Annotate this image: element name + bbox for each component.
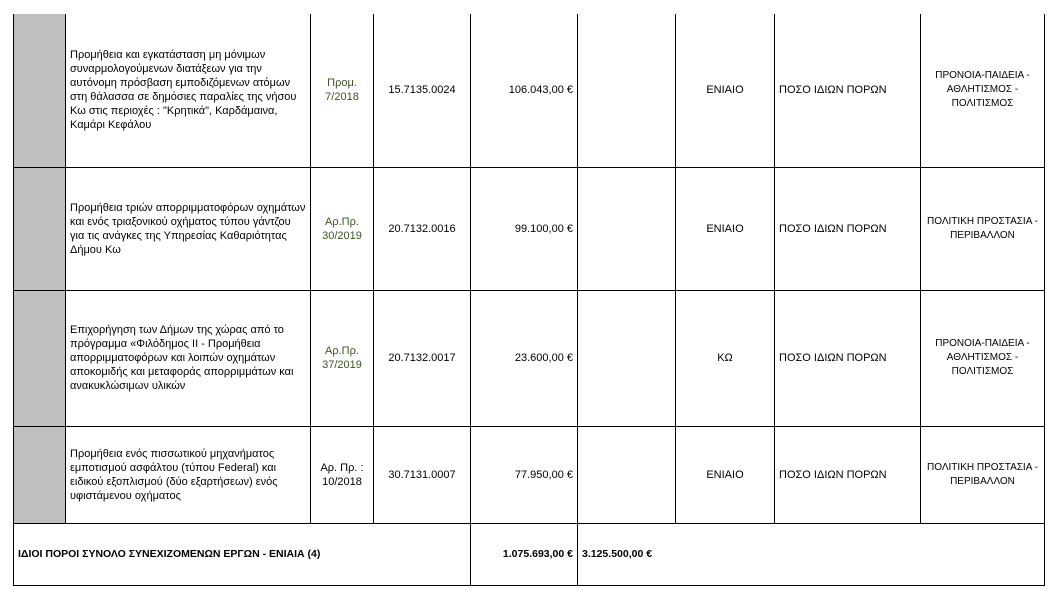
row-marker-cell: [14, 426, 66, 523]
budget-code-cell: 20.7132.0017: [374, 290, 471, 426]
budget-code-cell: 20.7132.0016: [374, 167, 471, 290]
reference-cell: Αρ.Πρ. 30/2019: [311, 167, 374, 290]
reference-cell: Αρ. Πρ. : 10/2018: [311, 426, 374, 523]
type-cell: ΕΝΙΑΙΟ: [676, 14, 775, 167]
budget-code-cell: 30.7131.0007: [374, 426, 471, 523]
table-row: [14, 290, 1045, 426]
grand-total: 3.125.500,00 €: [578, 523, 1045, 585]
table-row: [14, 14, 1045, 167]
empty-cell: [578, 290, 676, 426]
amount-cell: 77.950,00 €: [471, 426, 578, 523]
table-row: [14, 426, 1045, 523]
total-label: ΙΔΙΟΙ ΠΟΡΟΙ ΣΥΝΟΛΟ ΣΥΝΕΧΙΖΟΜΕΝΩΝ ΕΡΓΩΝ - ΕΝΙΑΙΑ (4): [14, 523, 471, 585]
funding-source-cell: ΠΟΣΟ ΙΔΙΩΝ ΠΟΡΩΝ: [775, 14, 921, 167]
budget-table: [13, 14, 1045, 586]
amount-cell: 106.043,00 €: [471, 14, 578, 167]
reference-cell: Προμ. 7/2018: [311, 14, 374, 167]
row-marker-cell: [14, 290, 66, 426]
sector-cell: ΠΟΛΙΤΙΚΗ ΠΡΟΣΤΑΣΙΑ - ΠΕΡΙΒΑΛΛΟΝ: [921, 167, 1045, 290]
empty-cell: [578, 14, 676, 167]
total-sum: 1.075.693,00 €: [471, 523, 578, 585]
amount-cell: 23.600,00 €: [471, 290, 578, 426]
type-cell: ΕΝΙΑΙΟ: [676, 426, 775, 523]
budget-code-cell: 15.7135.0024: [374, 14, 471, 167]
description-cell: Προμήθεια και εγκατάσταση μη μόνιμων συναρμολογούμενων διατάξεων για την αυτόνομη πρόσβαση εμποδιζόμενων ατόμων στη θάλασσα σε δημόσιες παραλίες της νήσου Κω στις περιοχές : "Κρητικά", Καρδάμαινα, Καμάρι Κεφάλου: [66, 14, 311, 167]
sector-cell: ΠΟΛΙΤΙΚΗ ΠΡΟΣΤΑΣΙΑ - ΠΕΡΙΒΑΛΛΟΝ: [921, 426, 1045, 523]
funding-source-cell: ΠΟΣΟ ΙΔΙΩΝ ΠΟΡΩΝ: [775, 426, 921, 523]
row-marker-cell: [14, 167, 66, 290]
row-marker-cell: [14, 14, 66, 167]
type-cell: ΚΩ: [676, 290, 775, 426]
description-cell: Επιχορήγηση των Δήμων της χώρας από το πρόγραμμα «Φιλόδημος ΙΙ - Προμήθεια απορριμματοφόρων και λοιπών οχημάτων αποκομιδής και μεταφοράς απορριμμάτων και ανακυκλώσιμων υλικών: [66, 290, 311, 426]
reference-cell: Αρ.Πρ. 37/2019: [311, 290, 374, 426]
empty-cell: [578, 167, 676, 290]
funding-source-cell: ΠΟΣΟ ΙΔΙΩΝ ΠΟΡΩΝ: [775, 290, 921, 426]
funding-source-cell: ΠΟΣΟ ΙΔΙΩΝ ΠΟΡΩΝ: [775, 167, 921, 290]
empty-cell: [578, 426, 676, 523]
description-cell: Προμήθεια ενός πισσωτικού μηχανήματος εμποτισμού ασφάλτου (τύπου Federal) και ειδικού εξοπλισμού (δύο εξαρτήσεων) ενός υφιστάμενου οχήματος: [66, 426, 311, 523]
amount-cell: 99.100,00 €: [471, 167, 578, 290]
description-cell: Προμήθεια τριών απορριμματοφόρων οχημάτων και ενός τριαξονικού οχήματος τύπου γάντζου για τις ανάγκες της Υπηρεσίας Καθαριότητας Δήμου Κω: [66, 167, 311, 290]
type-cell: ΕΝΙΑΙΟ: [676, 167, 775, 290]
sector-cell: ΠΡΟΝΟΙΑ-ΠΑΙΔΕΙΑ - ΑΘΛΗΤΙΣΜΟΣ - ΠΟΛΙΤΙΣΜΟΣ: [921, 14, 1045, 167]
total-row: [14, 523, 1045, 585]
sector-cell: ΠΡΟΝΟΙΑ-ΠΑΙΔΕΙΑ - ΑΘΛΗΤΙΣΜΟΣ - ΠΟΛΙΤΙΣΜΟΣ: [921, 290, 1045, 426]
table-row: [14, 167, 1045, 290]
